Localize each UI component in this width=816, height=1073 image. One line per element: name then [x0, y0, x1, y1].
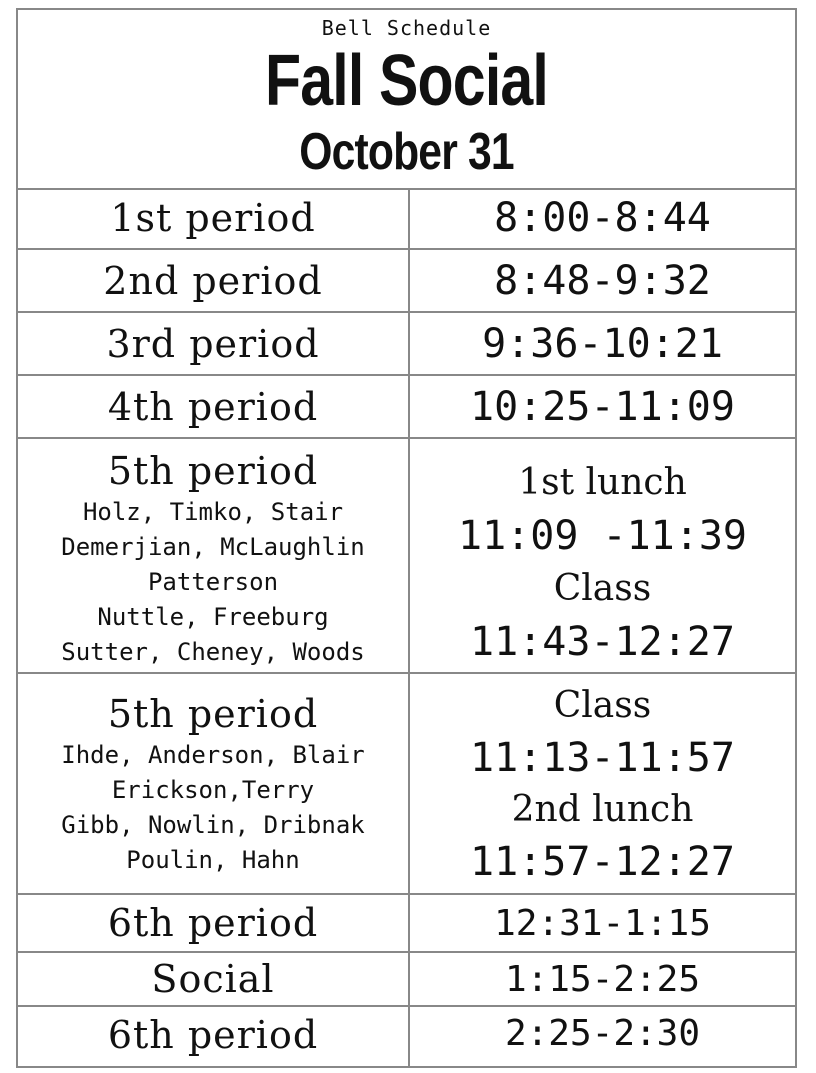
period-name: 1st period	[18, 188, 410, 248]
period-time: 2:25-2:30	[504, 1013, 701, 1054]
period-name: 6th period	[18, 1007, 410, 1067]
schedule-row-6	[18, 895, 795, 953]
period-time: 12:31-1:15	[494, 902, 711, 944]
period-time: 10:25-11:09	[470, 383, 735, 430]
period-name: Social	[18, 953, 410, 1005]
class-label: Class	[553, 568, 652, 609]
teacher-line: Demerjian, McLaughlin	[61, 533, 365, 561]
schedule-row-4	[18, 376, 795, 439]
teacher-line: Holz, Timko, Stair	[82, 498, 344, 526]
period-name: 5th period	[107, 449, 319, 493]
period-time: 9:36-10:21	[482, 320, 723, 367]
event-date: October 31	[299, 123, 514, 181]
period-name: 2nd period	[18, 250, 410, 311]
lunch-time: 11:57-12:27	[470, 839, 735, 885]
period-name: 6th period	[18, 895, 410, 951]
period-time: 1:15-2:25	[504, 958, 701, 1000]
period-name: 5th period	[107, 692, 319, 736]
bell-schedule-sheet	[16, 8, 797, 1068]
period-cell	[18, 439, 410, 672]
lunch-label: 2nd lunch	[511, 789, 694, 830]
schedule-header	[18, 10, 795, 190]
teacher-line: Patterson	[147, 568, 279, 596]
class-time: 11:13-11:57	[470, 735, 735, 781]
class-time: 11:43-12:27	[470, 619, 735, 665]
schedule-row-3	[18, 313, 795, 376]
schedule-row-1	[18, 188, 795, 250]
teacher-line: Sutter, Cheney, Woods	[61, 638, 365, 666]
period-time: 8:48-9:32	[494, 257, 711, 304]
schedule-row-6b	[18, 1007, 795, 1067]
time-cell	[410, 439, 795, 672]
time-cell	[410, 674, 795, 893]
lunch-time: 11:09 -11:39	[458, 513, 747, 559]
schedule-row-2	[18, 250, 795, 313]
schedule-row-social	[18, 953, 795, 1007]
teacher-line: Gibb, Nowlin, Dribnak	[61, 811, 365, 839]
teacher-line: Ihde, Anderson, Blair	[61, 741, 365, 769]
period-time: 8:00-8:44	[494, 195, 711, 241]
lunch-label: 1st lunch	[518, 462, 687, 503]
teacher-line: Nuttle, Freeburg	[97, 603, 329, 631]
teacher-line: Poulin, Hahn	[126, 846, 300, 874]
class-label: Class	[553, 685, 652, 726]
period-cell	[18, 674, 410, 893]
period-name: 3rd period	[18, 313, 410, 374]
event-title: Fall Social	[264, 41, 549, 121]
schedule-subtitle: Bell Schedule	[321, 16, 492, 40]
period-name: 4th period	[18, 376, 410, 437]
schedule-row-5a	[18, 439, 795, 674]
teacher-line: Erickson,Terry	[111, 776, 315, 804]
schedule-row-5b	[18, 674, 795, 895]
